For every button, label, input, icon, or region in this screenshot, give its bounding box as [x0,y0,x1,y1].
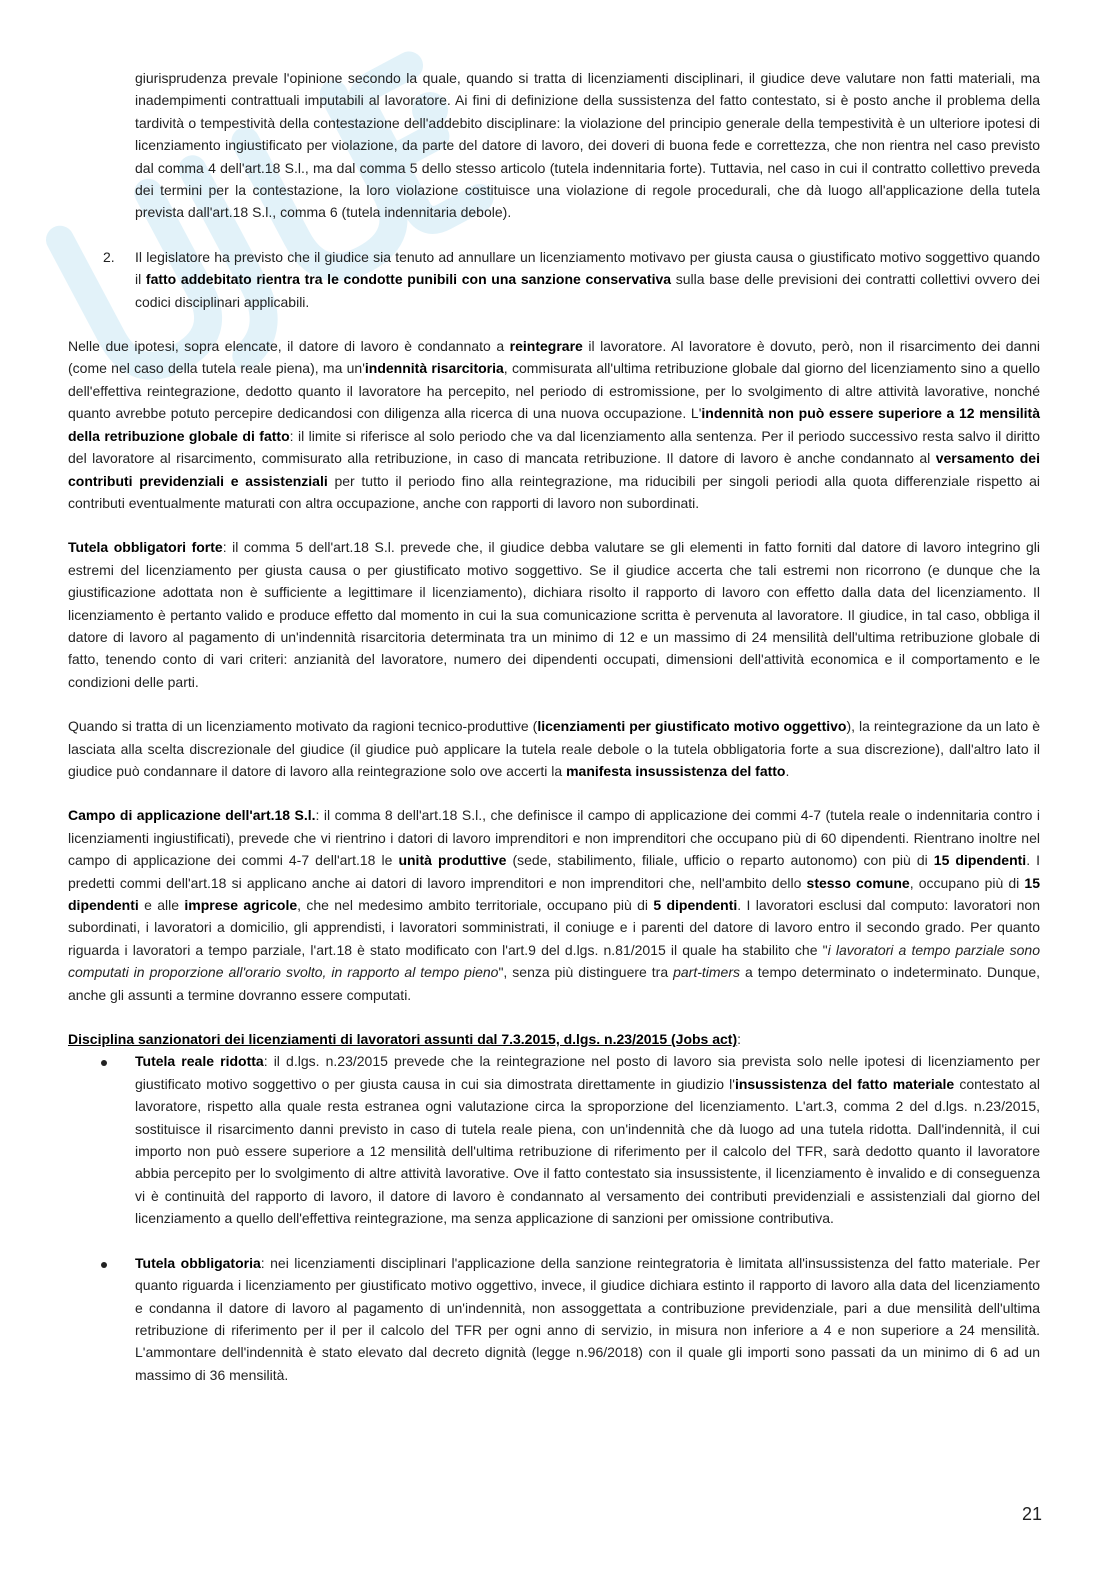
highlight-sanzione-conservativa: fatto addebitato rientra tra le condotte punibili con una sanzione conservativa [145,271,672,288]
list-marker: 2. [103,248,115,265]
term-15-dipendenti-comune: 15 dipendenti [68,874,1040,913]
term-reintegrare: reintegrare [509,338,583,355]
term-5-dipendenti: 5 dipendenti [653,897,738,913]
section-heading-jobs-act: Disciplina sanzionatori dei licenziamenti di lavoratori assunti dal 7.3.2015, d.lgs. n.23/2015 (Jobs act): [68,1031,742,1048]
term-imprese-agricole: imprese agricole [184,897,298,913]
term-part-timers: part-timers [673,964,741,981]
term-versamento-contributi: versamento dei contributi previdenziali e assistenziali [68,450,1040,489]
term-limite-12-mensilita: indennità non può essere superiore a 12 mensilità della retribuzione globale di fatto [68,405,1040,444]
term-motivo-oggettivo: licenziamenti per giustificato motivo oggettivo [537,718,847,735]
intro-paragraph: giurisprudenza prevale l'opinione secondo la quale, quando si tratta di licenziamenti disciplinari, il giudice deve valutare non fatti materiali, ma inadempimenti contrattuali imputabili al lavoratore. Ai fini di definizione della sussistenza del fatto contestato, si è posto anche il problema della tardività o tempestività della contestazione dell'addebito disciplinare: la violazione del principio generale della tempestività è un ulteriore ipotesi di licenziamento ingiustificato per violazione, da parte del datore di lavoro, dei doveri di buona fede e correttezza, che non rientra nel caso previsto dal comma 4 dell'art.18 S.l., ma dal comma 5 dello stesso articolo (tutela indennitaria forte). Tuttavia, nel caso in cui il contratto collettivo preveda dei termini per la contestazione, la loro violazione costituisce una violazione di regole procedurali, che dà luogo all'applicazione della tutela prevista dall'art.18 S.l., comma 6 (tutela indennitaria debole). [135,70,1040,221]
term-stesso-comune: stesso comune [806,874,910,891]
bullet-dot [101,1262,107,1268]
term-tutela-reale-ridotta: Tutela reale ridotta [135,1053,264,1070]
term-insussistenza-fatto-materiale: insussistenza del fatto materiale [734,1075,955,1092]
paragraph-campo-applicazione: Campo di applicazione dell'art.18 S.l.: il comma 8 dell'art.18 S.l., che definisce il campo di applicazione dei commi 4-7 (tutela reale o indennitaria contro i licenziamenti ingiustificati), prevede che vi rientrino i datori di lavoro imprenditori e non imprenditori che occupano più di 60 dipendenti. Rientrano inoltre nel campo di applicazione dei commi 4-7 dell'art.18 le unità produttive (sede, stabilimento, filiale, ufficio o reparto autonomo) con più di 15 dipendenti. I predetti commi dell'art.18 si applicano anche ai datori di lavoro imprenditori e non imprenditori che, nell'ambito dello stesso comune, occupano più di 15 dipendenti e alle imprese agricole, che nel medesimo ambito territoriale, occupano più di 5 dipendenti. I lavoratori esclusi dal computo: lavoratori non subordinati, i lavoratori a domicilio, gli apprendisti, i lavoratori somministrati, il coniuge e i parenti del datore di lavoro entro il secondo grado. Per quanto riguarda i lavoratori a tempo parziale, l'art.18 è stato modificato con l'art.9 del d.lgs. n.81/2015 il quale ha stabilito che "i lavoratori a tempo parziale sono computati in proporzione all'orario svolto, in rapporto al tempo pieno", senza più distinguere tra part-timers a tempo determinato o indeterminato. Dunque, anche gli assunti a termine dovranno essere computati. [68,807,1041,1003]
term-indennita-risarcitoria: indennità risarcitoria [364,360,504,377]
quote-part-time: i lavoratori a tempo parziale sono computati in proporzione all'orario svolto, in rapporto al tempo pieno [68,941,1040,981]
paragraph-tutela-forte: Tutela obbligatori forte: il comma 5 dell'art.18 S.l. prevede che, il giudice debba valutare se gli elementi in fatto forniti dal datore di lavoro integrino gli estremi del licenziamento per giusta causa o per giustificato motivo soggettivo. Se il giudice accerta che tali estremi non ricorrono (e dunque che la giustificazione adottata non è sufficiente a legittimare il licenziamento), dichiara risolto il rapporto di lavoro con effetto dalla data del licenziamento. Il licenziamento è pertanto valido e produce effetto dal momento in cui la sua comunicazione scritta è pervenuta al lavoratore. Il giudice, in tal caso, obbliga il datore di lavoro al pagamento di un'indennità risarcitoria determinata tra un minimo di 12 e un massimo di 24 mensilità dell'ultima retribuzione globale di fatto, tenendo conto di vari criteri: anzianità del lavoratore, numero dei dipendenti occupati, dimensioni dell'attività economica e il comportamento e le condizioni delle parti. [68,539,1041,690]
term-tutela-obbligatoria: Tutela obbligatoria [135,1254,261,1271]
paragraph-reintegrazione: Nelle due ipotesi, sopra elencate, il datore di lavoro è condannato a reintegrare il lavoratore. Al lavoratore è dovuto, però, non il risarcimento dei danni (come nel caso della tutela reale piena), ma un'indennità risarcitoria, commisurata all'ultima retribuzione globale dal giorno del licenziamento sino a quello dell'effettiva reintegrazione, dedotto quanto il lavoratore ha percepito, nel periodo di estromissione, per lo svolgimento di altre attività lavorative, nonché quanto avrebbe potuto percepire dedicandosi con diligenza alla ricerca di una nuova occupazione. L'indennità non può essere superiore a 12 mensilità della retribuzione globale di fatto: il limite si riferisce al solo periodo che va dal licenziamento alla sentenza. Per il periodo successivo resta salvo il diritto del lavoratore al risarcimento, commisurato alla retribuzione, in caso di mancata retribuzione. Il datore di lavoro è anche condannato al versamento dei contributi previdenziali e assistenziali per tutto il periodo fino alla reintegrazione, ma riducibili per singoli periodi alla quota differenziale rispetto ai contributi eventualmente maturati con altra occupazione, anche con rapporti di lavoro non subordinati. [68,338,1041,511]
bullet-dot [101,1060,107,1066]
term-tutela-obbligatori-forte: Tutela obbligatori forte [68,539,223,556]
paragraph-motivo-oggettivo: Quando si tratta di un licenziamento motivato da ragioni tecnico-produttive (licenziamenti per giustificato motivo oggettivo), la reintegrazione da un lato è lasciata alla scelta discrezionale del giudice (il giudice può applicare la tutela reale debole o la tutela obbligatoria forte a sua discrezione), dall'altro lato il giudice può condannare il datore di lavoro alla reintegrazione solo ove accerti la manifesta insussistenza del fatto. [68,718,1040,779]
bullet-tutela-reale-ridotta: Tutela reale ridotta: il d.lgs. n.23/2015 prevede che la reintegrazione nel posto di lavoro sia prevista solo nelle ipotesi di licenziamento per giustificato motivo soggettivo o per giusta causa in cui sia dimostrata direttamente in giudizio l'insussistenza del fatto materiale contestato al lavoratore, rispetto alla quale resta estranea ogni valutazione circa la sproporzione del licenziamento. L'art.3, comma 2 del d.lgs. n.23/2015, sostituisce il risarcimento danni previsto in caso di tutela reale piena, con un'indennità che dà luogo ad una tutela ridotta. Dall'indennità, il cui importo non può essere superiore a 12 mensilità dell'ultima retribuzione di riferimento per il calcolo del TFR, sarà dedotto quanto il lavoratore abbia percepito per lo svolgimento di altre attività lavorative. Ove il fatto contestato sia insussistente, il licenziamento è invalido e di conseguenza vi è continuità del rapporto di lavoro, il datore di lavoro è condannato al versamento dei contributi previdenziali e assistenziali dal giorno del licenziamento a quello dell'effettiva reintegrazione, ma senza applicazione di sanzioni per omissione contributiva. [68,1050,1040,1229]
term-manifesta-insussistenza: manifesta insussistenza del fatto [566,762,786,779]
term-unita-produttive: unità produttive [398,852,507,869]
document-page [68,67,1040,1386]
list-item-2: 2. Il legislatore ha previsto che il giudice sia tenuto ad annullare un licenziamento motivavo per giusta causa o giustificato motivo soggettivo quando il fatto addebitato rientra tra le condotte punibili con una sanzione conservativa sulla base delle previsioni dei contratti collettivi ovvero dei codici disciplinari applicabili. [68,246,1040,313]
page-number: 21 [1021,1504,1042,1524]
bullet-tutela-obbligatoria: Tutela obbligatoria: nei licenziamenti disciplinari l'applicazione della sanzione reintegratoria è limitata all'insussistenza del fatto materiale. Per quanto riguarda i licenziamento per giustificato motivo oggettivo, invece, il giudice dichiara estinto il rapporto di lavoro alla data del licenziamento e condanna il datore di lavoro al pagamento di un'indennità, non assoggettata a contribuzione previdenziale, pari a due mensilità dell'ultima retribuzione di riferimento per il per il calcolo del TFR per ogni anno di servizio, in misura non inferiore a 4 e non superiore a 24 mensilità. L'ammontare dell'indennità è stato elevato dal decreto dignità (legge n.96/2018) con il quale gli importi sono passati da un minimo di 6 ad un massimo di 36 mensilità. [68,1252,1040,1386]
term-campo-applicazione: Campo di applicazione dell'art.18 S.l. [68,807,316,824]
term-15-dipendenti: 15 dipendenti [933,852,1027,869]
